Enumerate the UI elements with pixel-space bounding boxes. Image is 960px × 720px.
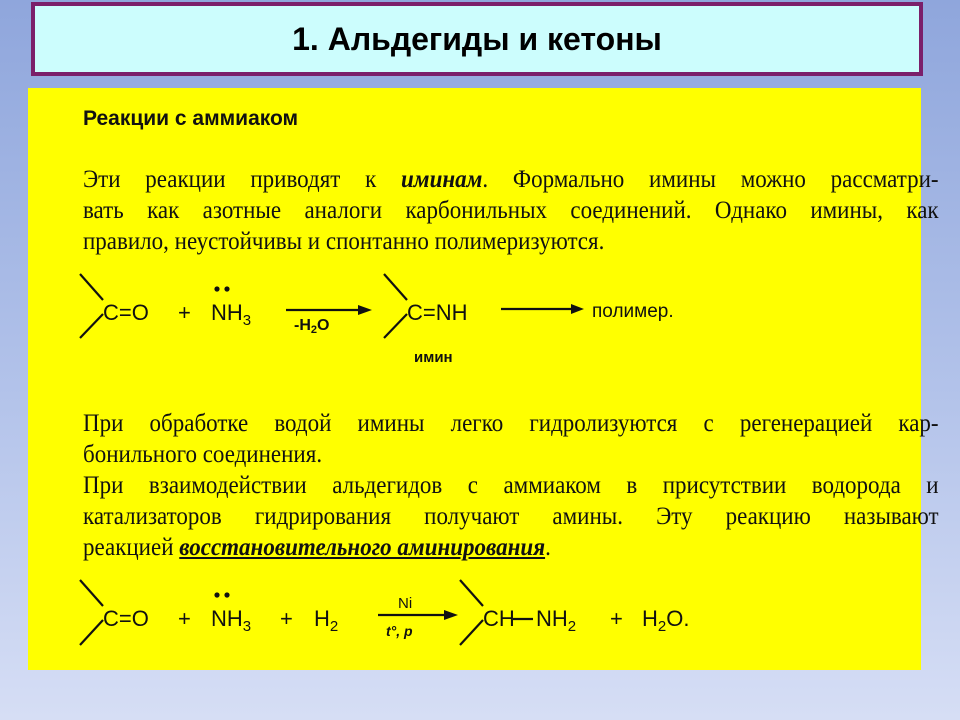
reactant-ammonia: $NH_3$ bbox=[211, 300, 252, 329]
title-banner bbox=[31, 2, 923, 76]
section-heading: Реакции с аммиаком bbox=[83, 107, 299, 130]
paragraph-hydrolysis-line-2: бонильного соединения. bbox=[83, 441, 323, 468]
reaction-reductive-amination bbox=[28, 88, 921, 670]
plus-sign: + bbox=[280, 606, 293, 631]
plus-sign: + bbox=[178, 300, 191, 325]
arrow-condition-water-removal: -H2O bbox=[294, 317, 330, 336]
product-amine-nh2: $NH_2$ bbox=[536, 606, 577, 635]
plus-sign: + bbox=[178, 606, 191, 631]
product-amine-ch: CH bbox=[483, 606, 515, 631]
reactant-carbonyl: C=O bbox=[103, 300, 149, 325]
paragraph-hydrolysis-line-1: При обработке водой имины легко гидролизуются с регенерацией кар- bbox=[83, 410, 939, 437]
emphasis-imines: иминам bbox=[401, 166, 483, 193]
paragraph-amination-line-2: катализаторов гидрирования получают амины. Эту реакцию называют bbox=[83, 503, 939, 530]
product-imine: C=NH bbox=[407, 300, 468, 325]
content-panel bbox=[28, 88, 939, 670]
paragraph-imines-line-2: вать как азотные аналоги карбонильных соединений. Однако имины, как bbox=[83, 197, 939, 224]
reactant-carbonyl: C=O bbox=[103, 606, 149, 631]
conditions-label: t°, p bbox=[386, 623, 413, 639]
catalyst-label: Ni bbox=[398, 595, 413, 612]
reactant-hydrogen: $H_2$ bbox=[314, 606, 339, 635]
emphasis-reductive-amination: восстановительного аминирования bbox=[179, 534, 546, 561]
paragraph-amination-line-1: При взаимодействии альдегидов с аммиаком в присутствии водорода и bbox=[83, 472, 939, 499]
paragraph-amination-line-3: реакцией восстановительного аминирования. bbox=[83, 534, 551, 561]
reactant-ammonia: $NH_3$ bbox=[211, 606, 252, 635]
imine-label: имин bbox=[414, 349, 453, 366]
paragraph-imines-line-3: правило, неустойчивы и спонтанно полимеризуются. bbox=[83, 228, 605, 255]
plus-sign: + bbox=[610, 606, 623, 631]
paragraph-imines-line-1: Эти реакции приводят к иминам. Формально имины можно рассматри- bbox=[83, 166, 939, 193]
product-polymer: полимер. bbox=[592, 301, 674, 322]
slide-title: 1. Альдегиды и кетоны bbox=[292, 20, 662, 57]
product-water: $H_2O$. bbox=[642, 606, 690, 635]
